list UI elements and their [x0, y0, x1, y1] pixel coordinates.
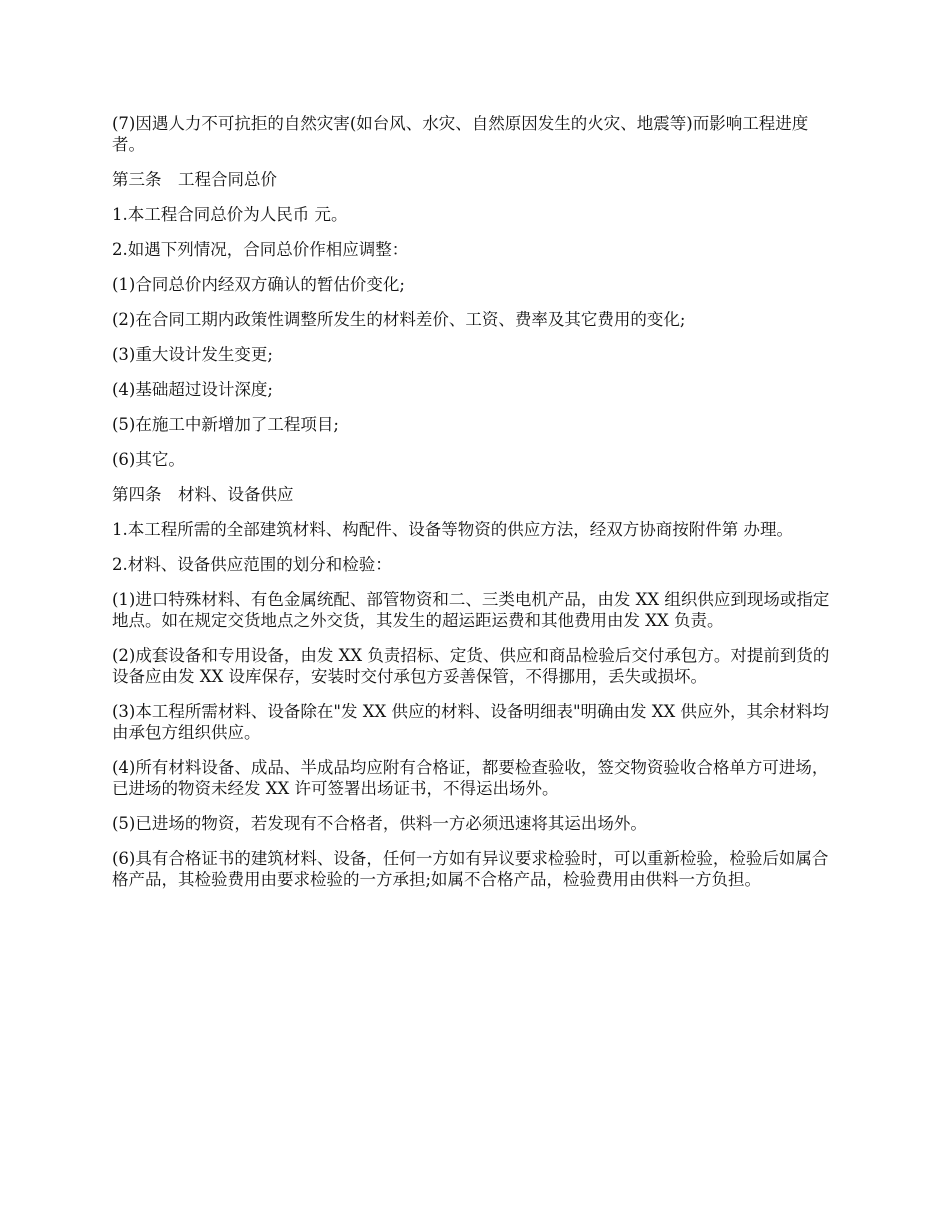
paragraph-supply-scope-intro: 2.材料、设备供应范围的划分和检验：	[112, 555, 392, 574]
paragraph-supply-2: (2)成套设备和专用设备，由发 XX 负责招标、定货、供应和商品检验后交付承包方。对提前到货的设备应由发 XX 设库保存，安装时交付承包方妥善保管，不得挪用，丢失或损坏。	[112, 646, 830, 686]
paragraph-supply-4: (4)所有材料设备、成品、半成品均应附有合格证，都要检查验收，签交物资验收合格单方可进场，已进场的物资未经发 XX 许可签署出场证书，不得运出场外。	[112, 758, 829, 798]
document-page	[112, 113, 838, 904]
section-heading-article-3: 第三条 工程合同总价	[112, 170, 277, 189]
paragraph-adjustment-2: (2)在合同工期内政策性调整所发生的材料差价、工资、费率及其它费用的变化;	[112, 310, 686, 329]
paragraph-supply-5: (5)已进场的物资，若发现有不合格者，供料一方必须迅速将其运出场外。	[112, 814, 647, 833]
paragraph-total-price: 1.本工程合同总价为人民币 元。	[112, 205, 348, 224]
paragraph-adjustment-3: (3)重大设计发生变更;	[112, 345, 273, 364]
paragraph-adjustment-6: (6)其它。	[112, 450, 185, 469]
section-heading-article-4: 第四条 材料、设备供应	[112, 485, 294, 504]
paragraph-supply-1: (1)进口特殊材料、有色金属统配、部管物资和二、三类电机产品，由发 XX 组织供应到现场或指定地点。如在规定交货地点之外交货，其发生的超运距运费和其他费用由发 XX 负责。	[112, 590, 830, 630]
paragraph-supply-6: (6)具有合格证书的建筑材料、设备，任何一方如有异议要求检验时，可以重新检验，检验后如属合格产品，其检验费用由要求检验的一方承担;如属不合格产品，检验费用由供料一方负担。	[112, 849, 829, 889]
paragraph-adjustment-1: (1)合同总价内经双方确认的暂估价变化;	[112, 275, 405, 294]
paragraph-price-adjustment-intro: 2.如遇下列情况，合同总价作相应调整：	[112, 240, 409, 259]
paragraph-adjustment-5: (5)在施工中新增加了工程项目;	[112, 415, 339, 434]
paragraph-adjustment-4: (4)基础超过设计深度;	[112, 380, 273, 399]
paragraph-supply-method: 1.本工程所需的全部建筑材料、构配件、设备等物资的供应方法，经双方协商按附件第 办理。	[112, 520, 793, 539]
paragraph-supply-3: (3)本工程所需材料、设备除在"发 XX 供应的材料、设备明细表"明确由发 XX 供应外，其余材料均由承包方组织供应。	[112, 702, 830, 742]
paragraph-force-majeure-7: (7)因遇人力不可抗拒的自然灾害(如台风、水灾、自然原因发生的火灾、地震等)而影响工程进度者。	[112, 114, 809, 154]
